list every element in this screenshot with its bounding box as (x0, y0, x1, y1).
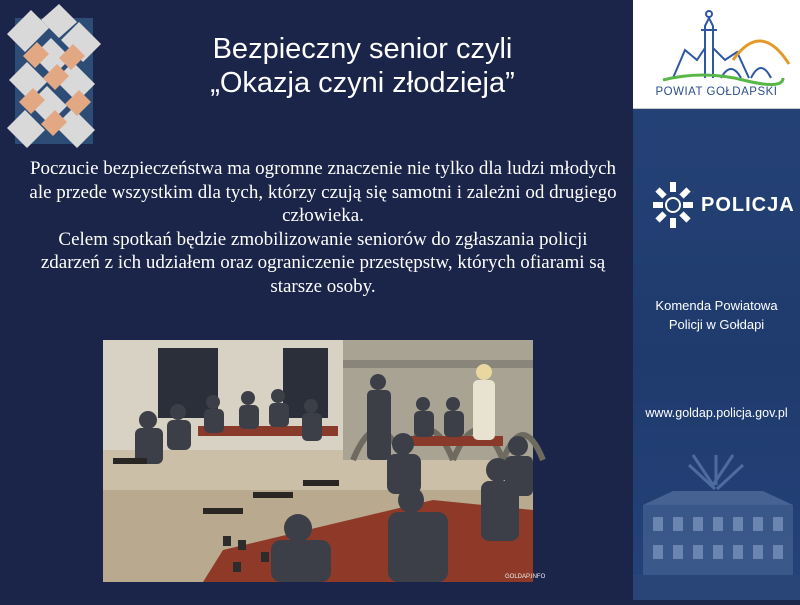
slide-title (105, 32, 620, 100)
meeting-photo-illustration (103, 340, 546, 582)
title-line-1: Bezpieczny senior czyli (212, 33, 513, 65)
meeting-photo (103, 340, 546, 582)
building-watermark-icon (633, 455, 800, 600)
sidebar (633, 0, 800, 600)
website-link[interactable]: www.goldap.policja.gov.pl (645, 406, 788, 420)
slide-body-text (28, 157, 618, 298)
powiat-emblem-icon (633, 0, 800, 86)
komenda-line-2: Policji w Gołdapi (668, 317, 765, 332)
photo-credit: GOLDAP.INFO (505, 574, 546, 580)
komenda-text (633, 296, 800, 334)
policja-label: POLICJA (701, 194, 795, 216)
title-line-2: „Okazja czyni złodzieja” (210, 67, 515, 99)
woven-pattern-icon (15, 18, 93, 144)
paragraph-1: Poczucie bezpieczeństwa ma ogromne znaczenie nie tylko dla ludzi młodych ale przede wszystkim dla tych, którzy czują się samotni i zależni od drugiego człowieka. (29, 158, 617, 226)
komenda-line-1: Komenda Powiatowa (655, 298, 778, 313)
paragraph-2: Celem spotkań będzie zmobilizowanie seniorów do zgłaszania policji zdarzeń z ich udziałem oraz ograniczenie przestępstw, których ofiarami są starsze osoby. (40, 228, 606, 297)
police-star-icon (651, 180, 695, 230)
powiat-label: POWIAT GOŁDAPSKI (655, 86, 778, 98)
police-building-image (633, 455, 800, 600)
policja-logo (651, 180, 796, 230)
decorative-logo-tile (15, 18, 93, 144)
powiat-logo-box (633, 0, 800, 109)
